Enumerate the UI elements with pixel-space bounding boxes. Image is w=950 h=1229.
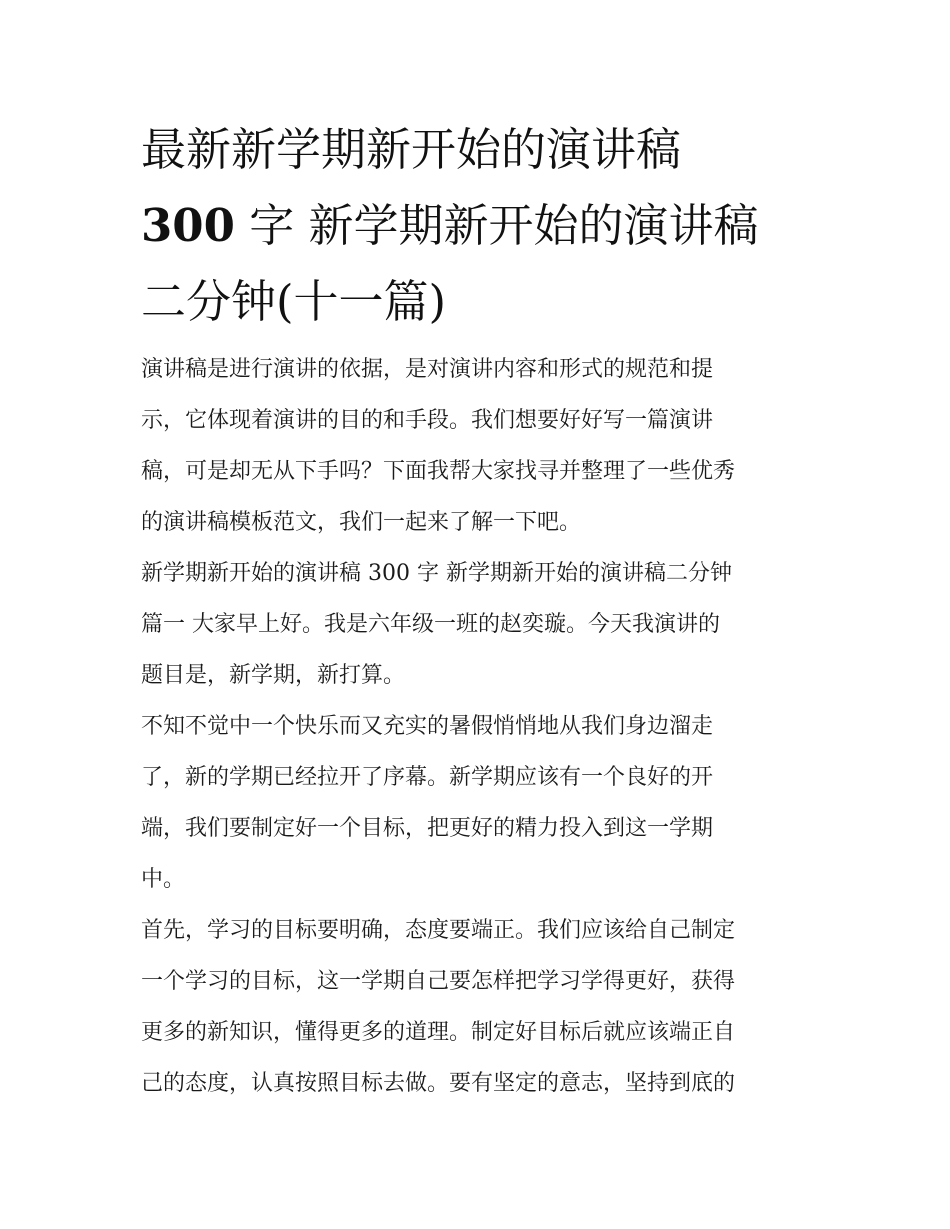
text-line: 的演讲稿模板范文，我们一起来了解一下吧。 <box>141 510 582 535</box>
text-line: 端，我们要制定好一个目标，把更好的精力投入到这一学期 <box>141 816 714 841</box>
text-line: 不知不觉中一个快乐而又充实的暑假悄悄地从我们身边溜走 <box>141 714 714 739</box>
paragraph-intro <box>141 344 821 548</box>
title-rest: 字 新学期新开始的演讲稿 <box>234 199 759 252</box>
title-line-3: 二分钟(十一篇) <box>141 275 447 328</box>
paragraph-goals <box>141 905 821 1109</box>
text-line: 演讲稿是进行演讲的依据，是对演讲内容和形式的规范和提 <box>141 357 714 382</box>
paragraph-summer <box>141 701 821 905</box>
document-body <box>141 344 821 1109</box>
text-line: 题目是，新学期，新打算。 <box>141 663 406 688</box>
text-line: 新学期新开始的演讲稿 300 字 新学期新开始的演讲稿二分钟 <box>141 561 732 586</box>
title-line-2-text <box>141 199 759 252</box>
text-line: 一个学习的目标，这一学期自己要怎样把学习学得更好，获得 <box>141 969 736 994</box>
text-line: 己的态度，认真按照目标去做。要有坚定的意志，坚持到底的 <box>141 1071 736 1096</box>
document-content <box>141 112 821 1109</box>
text-line: 首先，学习的目标要明确，态度要端正。我们应该给自己制定 <box>141 918 736 943</box>
text-line: 了，新的学期已经拉开了序幕。新学期应该有一个良好的开 <box>141 765 714 790</box>
paragraph-section-heading <box>141 548 821 701</box>
text-line: 示，它体现着演讲的目的和手段。我们想要好好写一篇演讲 <box>141 408 714 433</box>
title-number: 300 <box>141 199 235 252</box>
text-line: 篇一 大家早上好。我是六年级一班的赵奕璇。今天我演讲的 <box>141 612 720 637</box>
text-line: 稿，可是却无从下手吗？下面我帮大家找寻并整理了一些优秀 <box>141 459 736 484</box>
title-line-2 <box>141 188 821 264</box>
document-title <box>141 112 821 340</box>
text-line: 更多的新知识，懂得更多的道理。制定好目标后就应该端正自 <box>141 1020 736 1045</box>
title-line-1: 最新新学期新开始的演讲稿 <box>141 123 682 176</box>
text-line: 中。 <box>141 867 186 892</box>
